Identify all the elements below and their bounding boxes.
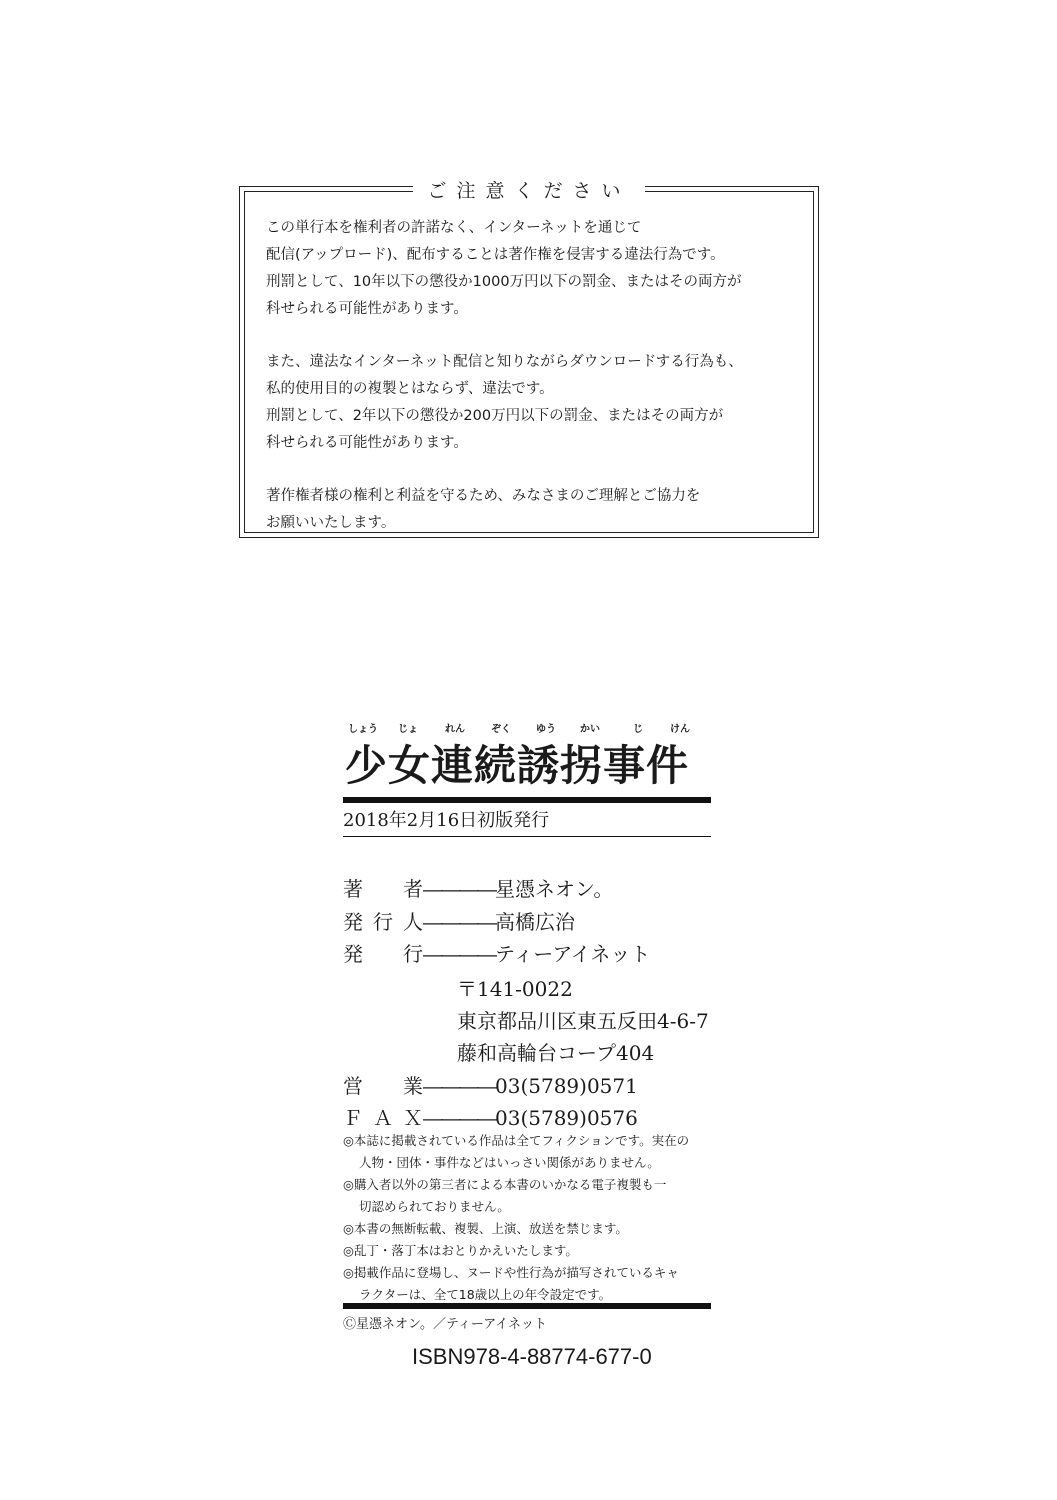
notice-gap xyxy=(266,457,798,483)
dash: ―――― xyxy=(423,877,495,901)
notes-rule xyxy=(343,1303,711,1309)
furigana: じ xyxy=(633,724,643,735)
sales-label: 営 業 xyxy=(343,1074,423,1098)
postal-code: 〒141-0022 xyxy=(457,977,573,1001)
publisher-row xyxy=(343,938,650,967)
publication-date: 2018年2月16日初版発行 xyxy=(343,810,550,831)
author-row xyxy=(343,873,613,902)
furigana: かい xyxy=(580,724,600,735)
furigana: ゆう xyxy=(536,724,556,735)
address-line-2: 藤和高輪台コープ404 xyxy=(457,1041,655,1065)
notice-line: 私的使用目的の複製とはならず、違法です。 xyxy=(266,381,554,397)
furigana: ぞく xyxy=(491,724,511,735)
notice-line: また、違法なインターネット配信と知りながらダウンロードする行為も、 xyxy=(266,354,743,370)
book-title: 少女連続誘拐事件 xyxy=(345,741,690,790)
sales-row xyxy=(343,1070,638,1099)
notice-line: 著作権者様の権利と利益を守るため、みなさまのご理解とご協力を xyxy=(266,488,701,504)
date-rule xyxy=(343,836,711,837)
note-line: ◎乱丁・落丁本はおとりかえいたします。 xyxy=(343,1243,578,1258)
notice-title: ご注意ください xyxy=(240,176,818,203)
notice-line: この単行本を権利者の許諾なく、インターネットを通じて xyxy=(266,220,642,236)
fax-row xyxy=(343,1102,638,1131)
publisher-person-label: 発行人 xyxy=(343,910,423,934)
notice-line: 科せられる可能性があります。 xyxy=(266,435,468,451)
notice-box xyxy=(239,180,819,538)
notes xyxy=(343,1130,689,1306)
author-name: 星憑ネオン。 xyxy=(495,877,614,901)
notice-text xyxy=(266,215,798,537)
furigana: けん xyxy=(670,724,690,735)
dash: ―――― xyxy=(423,1106,495,1130)
dash: ―――― xyxy=(423,942,495,966)
address-line-1: 東京都品川区東五反田4-6-7 xyxy=(457,1009,709,1033)
publisher-person-row xyxy=(343,906,575,935)
furigana: しょう xyxy=(348,724,378,735)
notice-line: 科せられる可能性があります。 xyxy=(266,301,468,317)
notice-line: 刑罰として、2年以下の懲役か200万円以下の罰金、またはその両方が xyxy=(266,408,724,424)
note-line: ◎本書の無断転載、複製、上演、放送を禁じます。 xyxy=(343,1221,628,1236)
note-line: ◎本誌に掲載されている作品は全てフィクションです。実在の xyxy=(343,1133,690,1148)
note-line: 人物・団体・事件などはいっさい関係がありません。 xyxy=(359,1155,660,1170)
note-line: ◎購入者以外の第三者による本書のいかなる電子複製も一 xyxy=(343,1177,667,1192)
dash: ―――― xyxy=(423,910,495,934)
note-line: ◎掲載作品に登場し、ヌードや性行為が描写されているキャ xyxy=(343,1265,679,1280)
dash: ―――― xyxy=(423,1074,495,1098)
note-line: ラクターは、全て18歳以上の年令設定です。 xyxy=(359,1287,612,1302)
sales-phone: 03(5789)0571 xyxy=(495,1074,638,1098)
furigana: れん xyxy=(445,724,465,735)
notice-gap xyxy=(266,323,798,349)
fax-label: ＦＡＸ xyxy=(343,1106,423,1130)
notice-line: お願いいたします。 xyxy=(266,515,396,531)
note-line: 切認められておりません。 xyxy=(359,1199,510,1214)
fax-number: 03(5789)0576 xyxy=(495,1106,638,1130)
publisher-name: ティーアイネット xyxy=(495,942,651,966)
author-label: 著 者 xyxy=(343,877,423,901)
publisher-person: 高橋広治 xyxy=(495,910,575,934)
furigana: じょ xyxy=(398,724,418,735)
notice-line: 刑罰として、10年以下の懲役か1000万円以下の罰金、またはその両方が xyxy=(266,274,742,290)
copyright: Ⓒ星憑ネオン。／ティーアイネット xyxy=(343,1317,547,1332)
publisher-label: 発 行 xyxy=(343,942,423,966)
title-rule xyxy=(343,797,711,803)
isbn: ISBN978-4-88774-677-0 xyxy=(412,1344,652,1369)
notice-line: 配信(アップロード)、配布することは著作権を侵害する違法行為です。 xyxy=(266,247,725,263)
